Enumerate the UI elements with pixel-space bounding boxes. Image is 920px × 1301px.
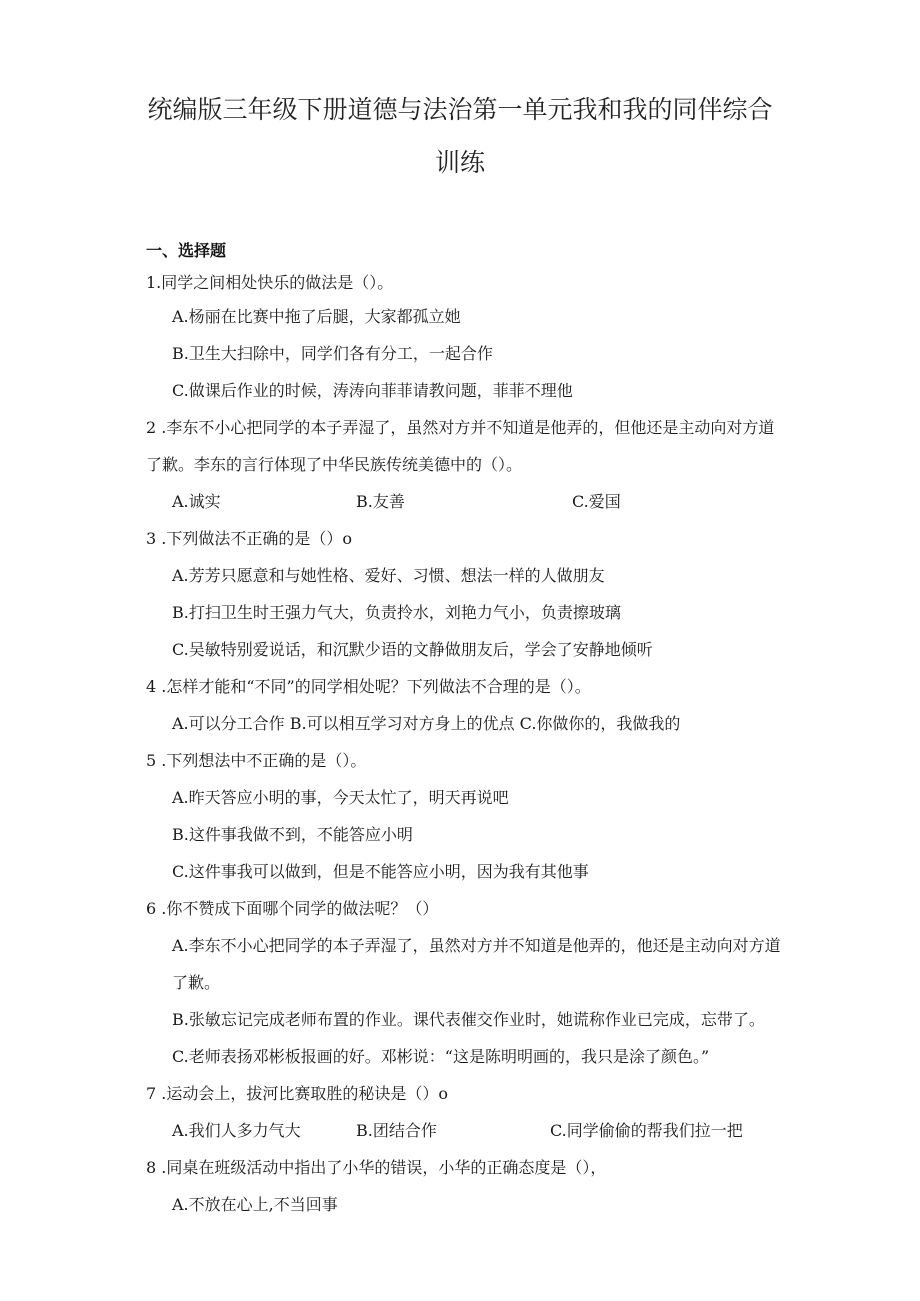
question-8-stem: 8 .同桌在班级活动中指出了小华的错误，小华的正确态度是（）， (146, 1158, 607, 1177)
question-1-stem: 1.同学之间相处快乐的做法是（）。 (146, 273, 394, 292)
question-7-option-b: B.团结合作 (356, 1121, 437, 1140)
question-5-option-b: B.这件事我做不到，不能答应小明 (172, 825, 413, 844)
question-2-stem: 2 .李东不小心把同学的本子弄湿了，虽然对方并不知道是他弄的，但他还是主动向对方道 (146, 418, 775, 437)
question-3-option-c: C.吴敏特别爱说话，和沉默少语的文静做朋友后，学会了安静地倾听 (172, 640, 653, 659)
question-7-stem: 7 .运动会上，拔河比赛取胜的秘诀是（）o (146, 1084, 448, 1103)
question-6-stem: 6 .你不赞成下面哪个同学的做法呢？（） (146, 899, 439, 918)
question-5-option-a: A.昨天答应小明的事，今天太忙了，明天再说吧 (172, 788, 509, 807)
question-7-option-c: C.同学偷偷的帮我们拉一把 (550, 1121, 743, 1140)
question-3-option-a: A.芳芳只愿意和与她性格、爱好、习惯、想法一样的人做朋友 (172, 566, 605, 585)
section-heading: 一、选择题 (146, 241, 227, 260)
question-1-option-a: A.杨丽在比赛中拖了后腿，大家都孤立她 (172, 307, 461, 326)
question-8-option-a: A.不放在心上,不当回事 (172, 1195, 338, 1214)
question-3-stem: 3 .下列做法不正确的是（）o (146, 529, 352, 548)
question-6-option-a-continued: 了歉。 (172, 973, 221, 992)
question-6-option-a: A.李东不小心把同学的本子弄湿了，虽然对方并不知道是他弄的，他还是主动向对方道 (172, 936, 781, 955)
question-3-option-b: B.打扫卫生时王强力气大，负责拎水，刘艳力气小，负责擦玻璃 (172, 603, 621, 622)
question-1-option-b: B.卫生大扫除中，同学们各有分工，一起合作 (172, 344, 493, 363)
question-2-option-b: B.友善 (356, 492, 405, 511)
question-4-options: A.可以分工合作 B.可以相互学习对方身上的优点 C.你做你的，我做我的 (172, 714, 681, 733)
question-5-option-c: C.这件事我可以做到，但是不能答应小明，因为我有其他事 (172, 862, 589, 881)
question-5-stem: 5 .下列想法中不正确的是（）。 (146, 751, 367, 770)
question-6-option-c: C.老师表扬邓彬板报画的好。邓彬说：“这是陈明明画的，我只是涂了颜色。” (172, 1047, 710, 1066)
question-2-stem-continued: 了歉。李东的言行体现了中华民族传统美德中的（）。 (146, 455, 523, 474)
question-2-option-c: C.爱国 (572, 492, 621, 511)
question-7-option-a: A.我们人多力气大 (172, 1121, 301, 1140)
question-6-option-b: B.张敏忘记完成老师布置的作业。课代表催交作业时，她谎称作业已完成，忘带了。 (172, 1010, 765, 1029)
question-2-option-a: A.诚实 (172, 492, 221, 511)
question-1-option-c: C.做课后作业的时候，涛涛向菲菲请教问题，菲菲不理他 (172, 381, 573, 400)
document-title-line-1: 统编版三年级下册道德与法治第一单元我和我的同伴综合 (147, 95, 773, 124)
document-title-line-2: 训练 (434, 148, 485, 177)
question-4-stem: 4 .怎样才能和“不同”的同学相处呢？下列做法不合理的是（）。 (146, 677, 591, 696)
